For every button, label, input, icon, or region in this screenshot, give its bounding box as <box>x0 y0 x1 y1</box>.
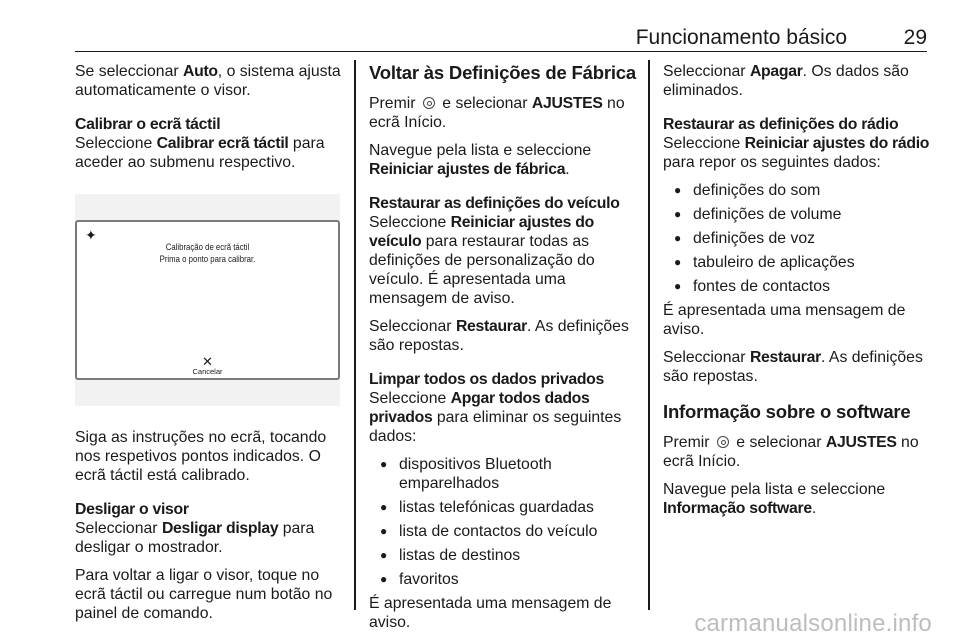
radio-restore-paragraph: Seleccionar Restaurar. As definições são repostas. <box>663 349 923 385</box>
close-icon: ✕ <box>202 354 213 369</box>
press-settings-paragraph: Premir e selecionar AJUSTES no ecrã Início. <box>369 95 625 131</box>
crosshair-icon: ✦ <box>85 227 97 243</box>
delete-paragraph: Seleccionar Apagar. Os dados são eliminados. <box>663 63 909 99</box>
list-item: ● definições de volume <box>663 205 931 224</box>
display-off-paragraph: Seleccionar Desligar display para desligar o mostrador. <box>75 520 315 556</box>
display-on-paragraph: Para voltar a ligar o visor, toque no ecrã táctil ou carregue num botão no painel de comando. <box>75 567 333 622</box>
private-data-paragraph: Seleccione Apgar todos dados privados para eliminar os seguintes dados: <box>369 390 622 445</box>
calibration-title: Calibração de ecrã táctil <box>165 242 250 253</box>
home-gear-icon <box>717 436 729 448</box>
warning-message-paragraph: É apresentada uma mensagem de aviso. <box>663 302 906 338</box>
list-item: ● lista de contactos do veículo <box>369 522 637 541</box>
radio-reset-heading: Restaurar as definições do rádio <box>663 116 899 133</box>
radio-reset-paragraph: Seleccione Reiniciar ajustes do rádio para repor os seguintes dados: <box>663 135 930 171</box>
list-item: ● dispositivos Bluetooth emparelhados <box>369 455 637 493</box>
sw-press-settings-paragraph: Premir e selecionar AJUSTES no ecrã Início. <box>663 434 919 470</box>
list-item: ● definições de voz <box>663 229 931 248</box>
private-data-list <box>369 455 637 589</box>
vehicle-reset-heading: Restaurar as definições do veículo <box>369 195 620 212</box>
column-divider <box>354 60 356 610</box>
column-1 <box>75 62 343 632</box>
vehicle-restore-paragraph: Seleccionar Restaurar. As definições são repostas. <box>369 318 629 354</box>
calibration-screen <box>75 220 340 380</box>
display-off-heading: Desligar o visor <box>75 501 189 518</box>
cancel-label: Cancelar <box>192 367 223 376</box>
list-item: ● listas de destinos <box>369 546 637 565</box>
page-header <box>75 26 927 52</box>
list-item: ● fontes de contactos <box>663 277 931 296</box>
calibration-figure <box>75 194 340 406</box>
column-divider <box>648 60 650 610</box>
list-item: ● listas telefónicas guardadas <box>369 498 637 517</box>
list-item: ● favoritos <box>369 570 637 589</box>
list-item: ● tabuleiro de aplicações <box>663 253 931 272</box>
calibration-instructions: Siga as instruções no ecrã, tocando nos respetivos pontos indicados. O ecrã táctil está calibrado. <box>75 429 327 484</box>
calibration-subtitle: Prima o ponto para calibrar. <box>159 254 256 265</box>
warning-message-paragraph: É apresentada uma mensagem de aviso. <box>369 595 612 631</box>
sw-navigate-paragraph: Navegue pela lista e seleccione Informação software. <box>663 481 886 517</box>
list-item: ● definições do som <box>663 181 931 200</box>
vehicle-reset-paragraph: Seleccione Reiniciar ajustes do veículo para restaurar todas as definições de personalização do veículo. É apresentada uma mensagem de aviso. <box>369 214 595 307</box>
column-2 <box>369 62 637 641</box>
calibrate-paragraph: Seleccione Calibrar ecrã táctil para aceder ao submenu respectivo. <box>75 135 325 171</box>
home-gear-icon <box>423 97 435 109</box>
page-number: 29 <box>903 26 927 49</box>
software-info-title: Informação sobre o software <box>663 401 911 422</box>
column-3 <box>663 62 931 527</box>
private-data-heading: Limpar todos os dados privados <box>369 371 605 388</box>
watermark: carmanualsonline.info <box>694 610 932 637</box>
radio-data-list <box>663 181 931 296</box>
factory-reset-title: Voltar às Definições de Fábrica <box>369 62 636 83</box>
page-title: Funcionamento básico <box>635 26 847 49</box>
intro-paragraph: Se seleccionar Auto, o sistema ajusta automaticamente o visor. <box>75 63 341 99</box>
calibrate-heading: Calibrar o ecrã táctil <box>75 116 221 133</box>
navigate-paragraph: Navegue pela lista e seleccione Reiniciar ajustes de fábrica. <box>369 142 592 178</box>
